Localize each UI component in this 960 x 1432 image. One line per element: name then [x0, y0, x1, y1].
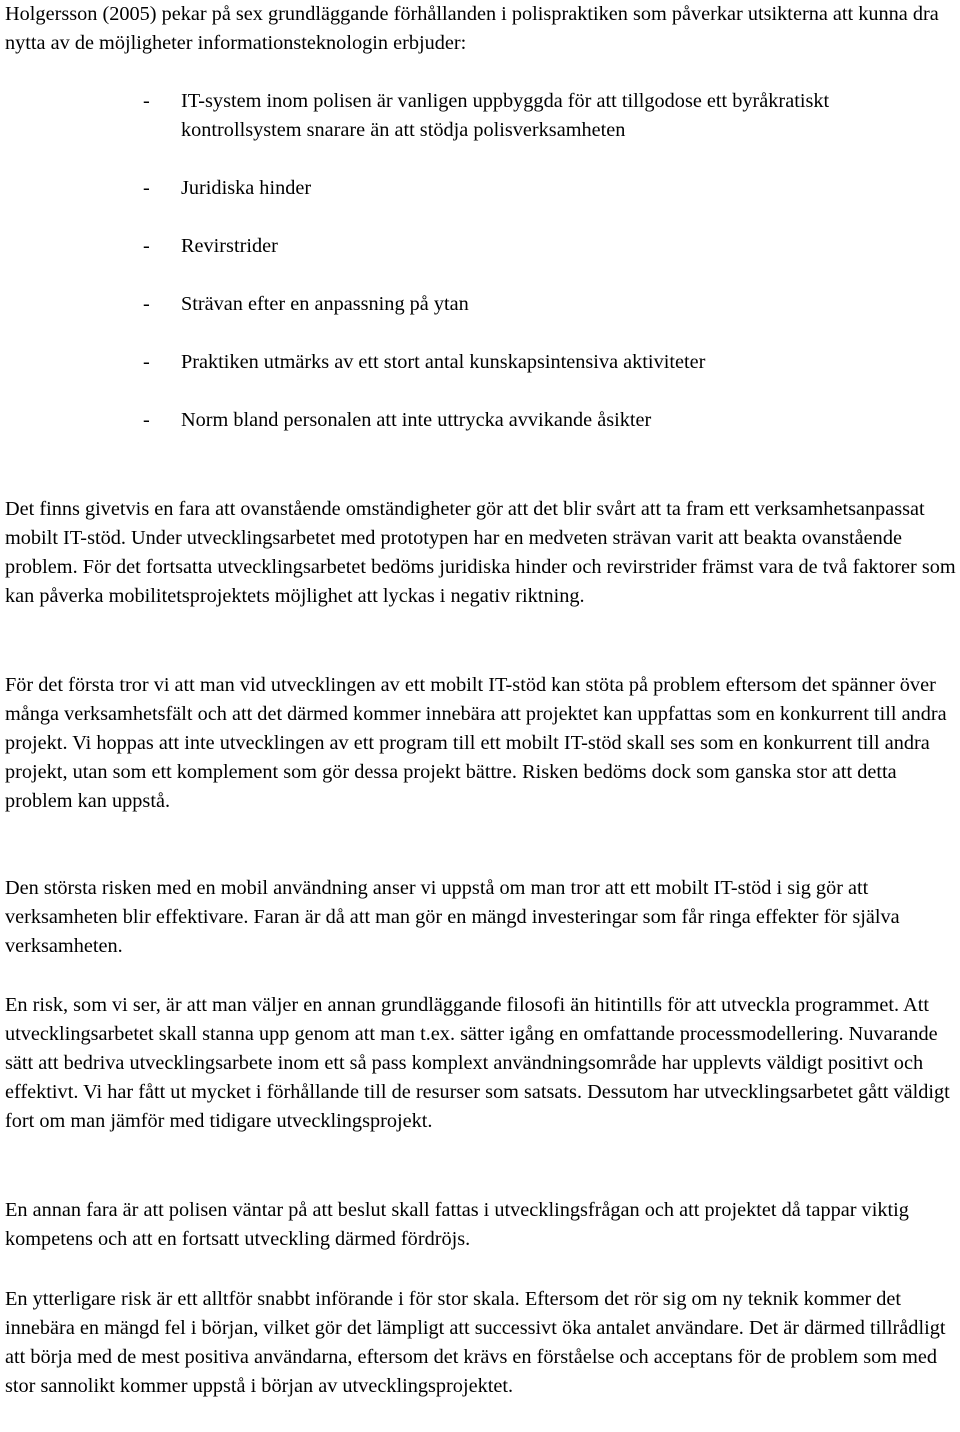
- bullet-dash: -: [143, 293, 150, 315]
- list-item: [142, 290, 882, 319]
- list-item-text: Strävan efter en anpassning på ytan: [181, 293, 469, 315]
- list-item: [142, 174, 882, 203]
- list-item-text: Norm bland personalen att inte uttrycka avvikande åsikter: [181, 409, 652, 431]
- body-paragraph: Det finns givetvis en fara att ovanstående omständigheter gör att det blir svårt att ta fram ett verksamhetsanpassat mobilt IT-stöd. Under utvecklingsarbetet med prototypen har en medveten strävan varit att beakta ovanstående problem. För det fortsatta utvecklingsarbetet bedöms juridiska hinder och revirstrider främst vara de två faktorer som kan påverka mobilitetsprojektets möjlighet att lyckas i negativ riktning.: [5, 498, 956, 607]
- list-item: [142, 87, 882, 145]
- factor-list: [142, 87, 882, 464]
- list-item: [142, 348, 882, 377]
- body-paragraph: Den största risken med en mobil användning anser vi uppstå om man tror att ett mobilt IT-stöd i sig gör att verksamheten blir effektivare. Faran är då att man gör en mängd investeringar som får ringa effekter för själva verksamheten.: [5, 877, 900, 957]
- list-item-text: Revirstrider: [181, 235, 278, 257]
- body-paragraph: En annan fara är att polisen väntar på att beslut skall fattas i utvecklingsfrågan och att projektet då tappar viktig kompetens och att en fortsatt utveckling därmed fördröjs.: [5, 1199, 909, 1250]
- intro-paragraph: Holgersson (2005) pekar på sex grundläggande förhållanden i polispraktiken som påverkar utsikterna att kunna dra nytta av de möjligheter informationsteknologin erbjuder:: [5, 3, 939, 54]
- body-paragraph: För det första tror vi att man vid utvecklingen av ett mobilt IT-stöd kan stöta på problem eftersom det spänner över många verksamhetsfält och att det därmed kommer innebära att projektet kan uppfattas som en konkurrent till andra projekt. Vi hoppas att inte utvecklingen av ett program till ett mobilt IT-stöd skall ses som en konkurrent till andra projekt, utan som ett komplement som gör dessa projekt bättre. Risken bedöms dock som ganska stor att detta problem kan uppstå.: [5, 674, 947, 812]
- bullet-dash: -: [143, 409, 150, 431]
- list-item: [142, 232, 882, 261]
- list-item-text: IT-system inom polisen är vanligen uppbyggda för att tillgodose ett byråkratiskt kontrollsystem snarare än att stödja polisverksamheten: [181, 90, 830, 141]
- bullet-dash: -: [143, 90, 150, 112]
- list-item: [142, 406, 882, 435]
- list-item-text: Praktiken utmärks av ett stort antal kunskapsintensiva aktiviteter: [181, 351, 706, 373]
- list-item-text: Juridiska hinder: [181, 177, 312, 199]
- bullet-dash: -: [143, 235, 150, 257]
- bullet-dash: -: [143, 177, 150, 199]
- body-paragraph: En risk, som vi ser, är att man väljer en annan grundläggande filosofi än hitintills för att utveckla programmet. Att utvecklingsarbetet skall stanna upp genom att man t.ex. sätter igång en omfattande processmodellering. Nuvarande sätt att bedriva utvecklingsarbete inom ett så pass komplext användningsområde har upplevts väldigt positivt och effektivt. Vi har fått ut mycket i förhållande till de resurser som satsats. Dessutom har utvecklingsarbetet gått väldigt fort om man jämför med tidigare utvecklingsprojekt.: [5, 994, 950, 1132]
- bullet-dash: -: [143, 351, 150, 373]
- body-paragraph: En ytterligare risk är ett alltför snabbt införande i för stor skala. Eftersom det rör sig om ny teknik kommer det innebära en mängd fel i början, vilket gör det lämpligt att successivt öka antalet användare. Det är därmed tillrådligt att börja med de mest positiva användarna, eftersom det krävs en förståelse och acceptans för de problem som med stor sannolikt kommer uppstå i början av utvecklingsprojektet.: [5, 1288, 946, 1397]
